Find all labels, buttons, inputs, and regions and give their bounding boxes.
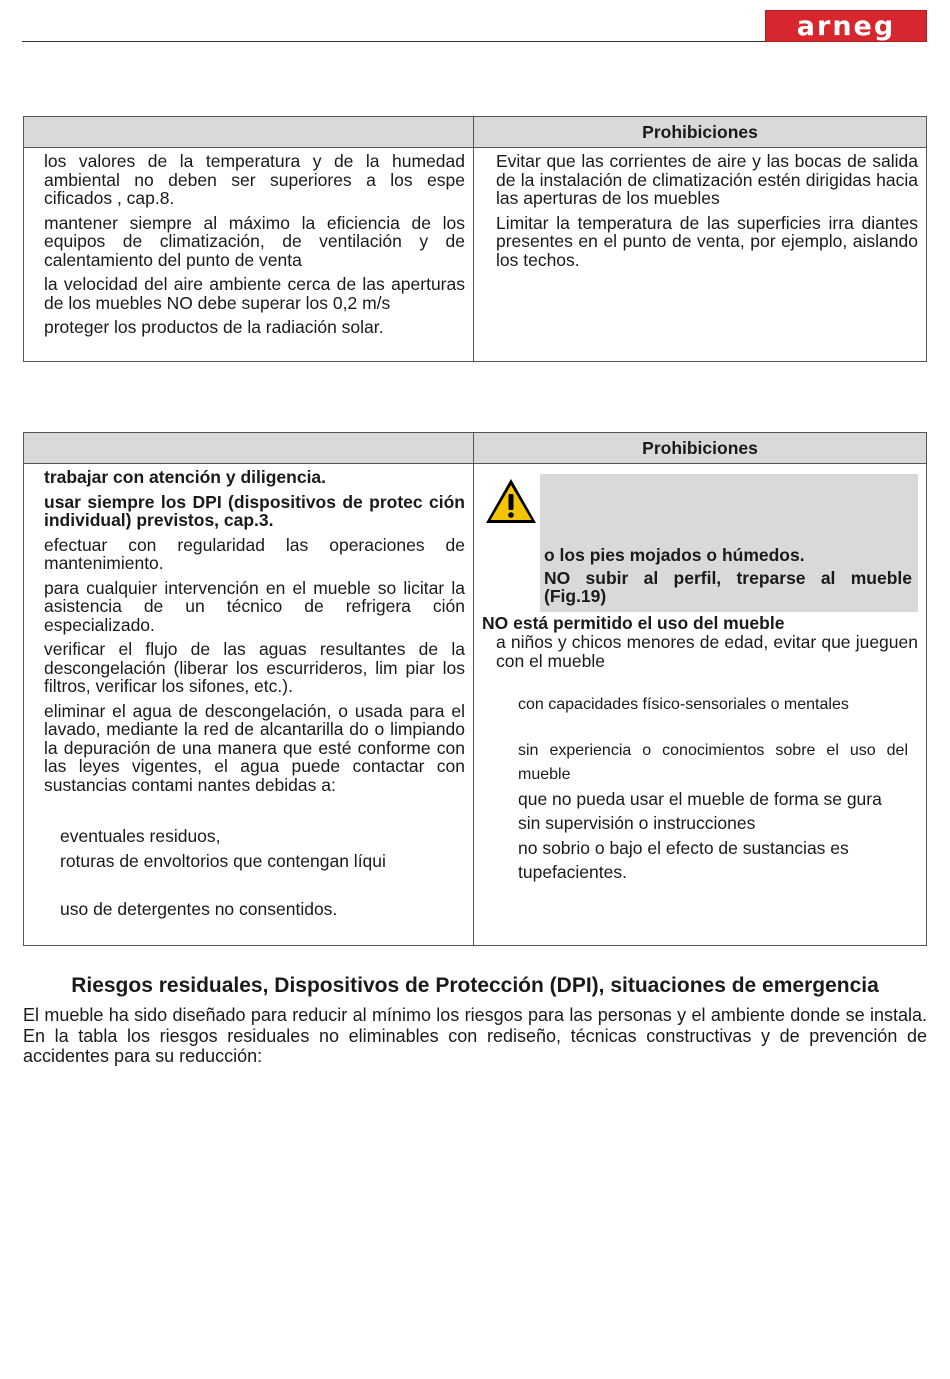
list-item: mantener siempre al máximo la eficiencia de los equipos de climatización, de ventilación y de calentamiento del punto de venta bbox=[44, 212, 465, 270]
warning-triangle-icon bbox=[482, 474, 540, 536]
table2-left-cell bbox=[24, 464, 474, 946]
usage-list bbox=[482, 693, 918, 885]
list-item: que no pueda usar el mueble de forma se gura sin supervisión o instrucciones bbox=[518, 788, 882, 833]
section-title: Riesgos residuales, Dispositivos de Protección (DPI), situaciones de emergencia bbox=[71, 974, 879, 997]
list-item: usar siempre los DPI (dispositivos de protec ción individual) previstos, cap.3. bbox=[44, 491, 465, 530]
usage-intro: a niños y chicos menores de edad, evitar que jueguen con el mueble bbox=[496, 631, 918, 671]
list-item: Evitar que las corrientes de aire y las bocas de salida de la instalación de climatización estén dirigidas hacia las aperturas de los muebles bbox=[496, 151, 918, 208]
sub-list-item: eventuales residuos, bbox=[60, 826, 221, 846]
list-item: verificar el flujo de las aguas resultantes de la descongelación (liberar los escurrideros, lim piar los filtros, verificar los sifones, etc.). bbox=[44, 639, 465, 696]
operations-table bbox=[23, 432, 927, 946]
list-item: no sobrio o bajo el efecto de sustancias es tupefacientes. bbox=[518, 837, 849, 882]
arneg-logo bbox=[765, 10, 927, 42]
warning-box bbox=[482, 474, 918, 612]
table1-header-left bbox=[24, 117, 474, 148]
table1-left-cell bbox=[24, 148, 474, 362]
warning-grey-panel bbox=[540, 474, 918, 612]
table1-header-right: Prohibiciones bbox=[474, 117, 927, 148]
list-item: efectuar con regularidad las operaciones de mantenimiento. bbox=[44, 534, 465, 573]
list-item: para cualquier intervención en el mueble so licitar la asistencia de un técnico de refrigera ción especializado. bbox=[44, 577, 465, 635]
environment-table bbox=[23, 116, 927, 362]
warning-line: NO subir al perfil, treparse al mueble (Fig.19) bbox=[544, 567, 912, 606]
list-item: la velocidad del aire ambiente cerca de las aperturas de los muebles NO debe superar los 0,2 m/s bbox=[44, 274, 465, 313]
header-rule bbox=[22, 41, 767, 42]
list-item: trabajar con atención y diligencia. bbox=[44, 467, 327, 487]
table2-header-right: Prohibiciones bbox=[474, 433, 927, 464]
sub-list-item: uso de detergentes no consentidos. bbox=[60, 899, 338, 919]
list-item: sin experiencia o conocimientos sobre el uso del mueble bbox=[518, 741, 908, 783]
list-item: Limitar la temperatura de las superficies irra diantes presentes en el punto de venta, por ejemplo, aislando los techos. bbox=[496, 212, 918, 270]
section-body: El mueble ha sido diseñado para reducir al mínimo los riesgos para las personas y el ambiente donde se instala. En la tabla los riesgos residuales no eliminables con rediseño, técnicas constructivas y de prevención de accidentes para su reducción: bbox=[23, 1005, 927, 1066]
list-item: proteger los productos de la radiación solar. bbox=[44, 317, 384, 337]
list-item: los valores de la temperatura y de la humedad ambiental no deben ser superiores a los espe cificados , cap.8. bbox=[44, 151, 465, 208]
logo-text: arneg bbox=[796, 10, 896, 42]
usage-heading: NO está permitido el uso del mueble bbox=[482, 612, 785, 633]
table2-right-cell bbox=[474, 464, 927, 946]
warning-line: o los pies mojados o húmedos. bbox=[544, 545, 805, 565]
table1-right-cell bbox=[474, 148, 927, 362]
sub-list-item: roturas de envoltorios que contengan líqui bbox=[60, 850, 386, 871]
list-item: con capacidades físico-sensoriales o mentales bbox=[518, 695, 849, 713]
table2-header-left bbox=[24, 433, 474, 464]
list-item: eliminar el agua de descongelación, o usada para el lavado, mediante la red de alcantarilla do o limpiando la depuración de una manera que esté conforme con las leyes vigentes, el agua puede contactar con sustancias contami nantes debidas a: bbox=[44, 700, 465, 795]
